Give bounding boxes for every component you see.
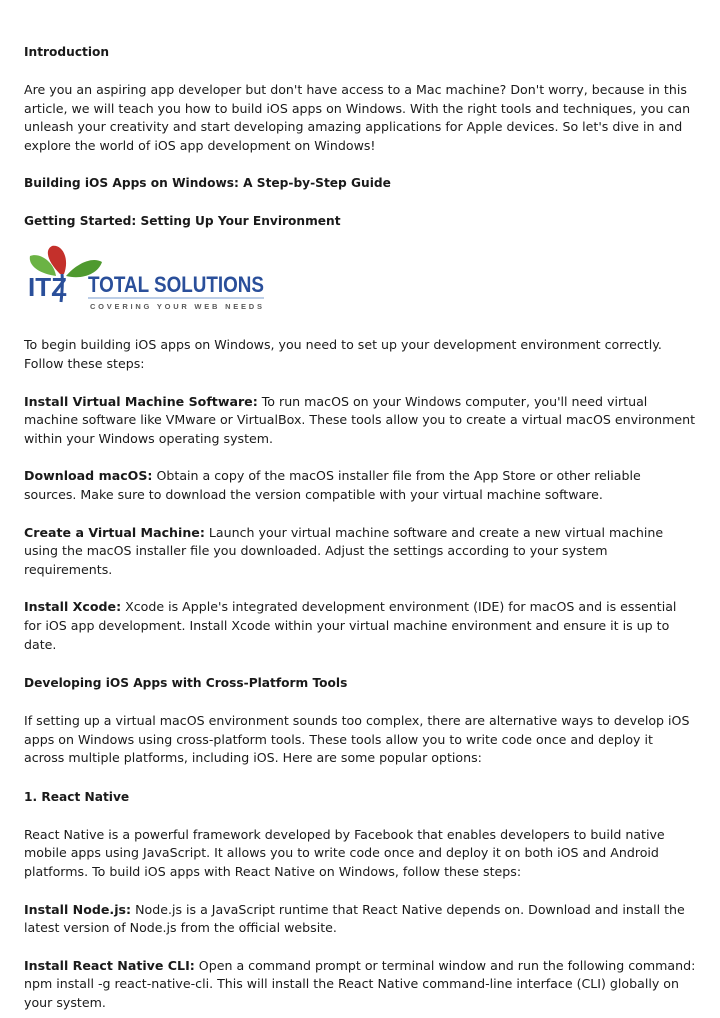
rn-step-term: Install Node.js: [24,901,132,917]
rn-step-paragraph [24,901,696,938]
step-term: Create a Virtual Machine: [24,524,205,540]
guide-heading: Building iOS Apps on Windows: A Step-by-Step Guide [24,176,391,191]
itz-total-solutions-logo [26,244,266,316]
environment-intro: To begin building iOS apps on Windows, you need to set up your development environment correctly. Follow these steps: [24,337,662,371]
react-native-paragraph: React Native is a powerful framework developed by Facebook that enables developers to build native mobile apps using JavaScript. It allows you to write code once and deploy it on both iOS and Android platforms. To build iOS apps with React Native on Windows, follow these steps: [24,826,665,880]
step-text: Launch your virtual machine software and create a new virtual machine using the macOS installer file you downloaded. Adjust the settings according to your system requirements. [24,524,664,577]
intro-heading: Introduction [24,45,110,59]
logo-brand-left: ITZ [28,272,67,303]
step-paragraph [24,598,696,654]
step-text: To run macOS on your Windows computer, you'll need virtual machine software like VMware or VirtualBox. These tools allow you to create a virtual macOS environment within your Windows operating system. [24,393,696,446]
rn-step-text: Node.js is a JavaScript runtime that React Native depends on. Download and install the latest version of Node.js from the official website. [24,901,685,936]
intro-paragraph: Are you an aspiring app developer but don't have access to a Mac machine? Don't worry, because in this article, we will teach you how to build iOS apps on Windows. With the right tools and techniques, you can unleash your creativity and start developing amazing applications for Apple devices. So let's dive in and explore the world of iOS app development on Windows! [24,82,691,153]
cross-platform-heading: Developing iOS Apps with Cross-Platform Tools [24,676,348,691]
rn-step-term: Install React Native CLI: [24,957,195,973]
step-paragraph [24,467,696,504]
step-term: Install Virtual Machine Software: [24,393,258,409]
cross-platform-paragraph: If setting up a virtual macOS environment sounds too complex, there are alternative ways to develop iOS apps on Windows using cross-platform tools. These tools allow you to write code once and deploy it across multiple platforms, including iOS. Here are some popular options: [24,713,690,766]
step-term: Install Xcode: [24,599,122,615]
step-term: Download macOS: [24,468,153,484]
rn-step-paragraph [24,957,696,1013]
step-text: Obtain a copy of the macOS installer file from the App Store or other reliable sources. Make sure to download the version compatible with your virtual machine software. [24,468,641,502]
rn-step-text: Open a command prompt or terminal window and run the following command: npm install -g react-native-cli. This will install the React Native command-line interface (CLI) globally on your system. [24,957,696,1011]
step-paragraph [24,524,696,580]
environment-heading: Getting Started: Setting Up Your Environment [24,214,341,229]
step-paragraph [24,393,696,449]
logo-tagline: COVERING YOUR WEB NEEDS [90,302,262,312]
logo-brand-right: TOTAL SOLUTIONS [88,272,264,298]
step-text: Xcode is Apple's integrated development environment (IDE) for macOS and is essential for iOS app development. Install Xcode within your virtual machine environment and ensure it is up to date. [24,599,677,652]
react-native-heading: 1. React Native [24,789,130,804]
